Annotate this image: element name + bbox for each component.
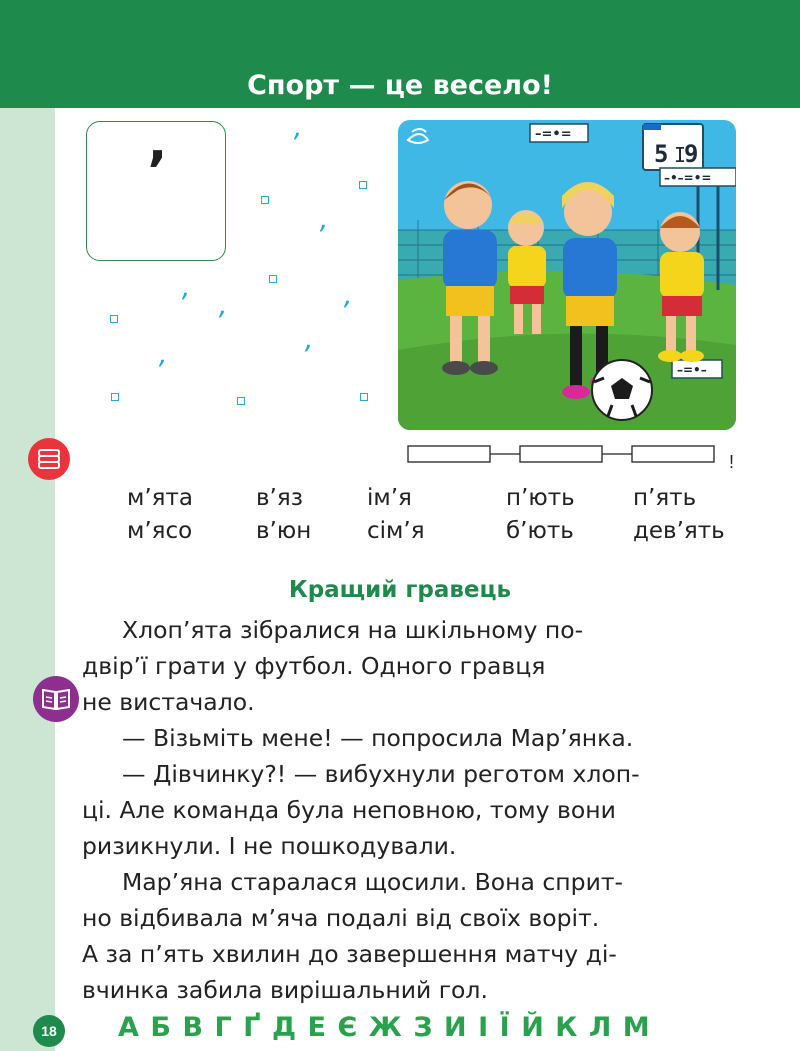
story-line: — Дівчинку?! — вибухнули реготом хлоп- xyxy=(122,760,640,788)
scatter-apostrophe: ʼ xyxy=(342,295,351,328)
word: п’ють xyxy=(506,485,575,511)
scatter-apostrophe: ʼ xyxy=(318,219,327,252)
scatter-square xyxy=(359,181,367,189)
word-blocks xyxy=(407,444,727,472)
word: п’ять xyxy=(633,485,697,511)
scoreboard-divider: I xyxy=(674,143,687,167)
sign-right: –•–=•= xyxy=(664,171,712,185)
story-line: — Візьміть мене! — попросила Мар’янка. xyxy=(122,724,634,752)
soccer-ball xyxy=(592,360,652,420)
scheme-end-mark: ! xyxy=(729,452,735,472)
apostrophe-card xyxy=(86,121,226,261)
sign-bottom: –=•– xyxy=(677,363,707,377)
football-scene xyxy=(398,120,736,430)
story-title: Кращий гравець xyxy=(288,577,512,603)
scoreboard-right: 9 xyxy=(684,140,699,168)
scatter-square xyxy=(261,196,269,204)
story-line: вчинка забила вирішальний гол. xyxy=(82,976,488,1004)
story-line: но відбивала м’яча подалі від своїх воріт. xyxy=(82,904,600,932)
word: ім’я xyxy=(367,485,412,511)
page-number: 18 xyxy=(33,1015,65,1047)
scatter-apostrophe: ʼ xyxy=(217,305,226,338)
apostrophe-symbol: ’ xyxy=(147,140,168,203)
story-line: ці. Але команда була неповною, тому вони xyxy=(82,796,616,824)
story-line: Хлоп’ята зібралися на шкільному по- xyxy=(122,616,584,644)
scoreboard-left: 5 xyxy=(654,140,669,168)
page-title: Спорт — це весело! xyxy=(247,70,553,101)
scatter-apostrophe: ʼ xyxy=(157,354,166,387)
story-line: А за п’ять хвилин до завершення матчу ді- xyxy=(82,940,617,968)
scatter-square xyxy=(269,275,277,283)
story-text xyxy=(82,612,742,1008)
word: в’юн xyxy=(256,518,312,544)
scatter-square xyxy=(360,393,368,401)
story-line: Мар’яна старалася щосили. Вона сприт- xyxy=(122,868,624,896)
scatter-square xyxy=(237,397,245,405)
book-reading-icon xyxy=(33,676,79,722)
story-line: двір’ї грати у футбол. Одного гравця xyxy=(82,652,546,680)
scatter-square xyxy=(110,315,118,323)
scatter-square xyxy=(111,393,119,401)
football-illustration xyxy=(398,120,736,430)
word-reading-icon xyxy=(28,438,70,480)
story-line: ризикнули. І не пошкодували. xyxy=(82,832,457,860)
word: сім’я xyxy=(367,518,425,544)
word: б’ють xyxy=(506,518,574,544)
story-line: не вистачало. xyxy=(82,688,255,716)
scatter-apostrophe: ʼ xyxy=(292,127,301,160)
word: в’яз xyxy=(256,485,303,511)
scatter-apostrophe: ʼ xyxy=(180,287,189,320)
word: м’ята xyxy=(127,485,193,511)
alphabet-strip: АБВГҐДЕЄЖЗИІЇЙКЛМ xyxy=(118,1012,662,1043)
word: м’ясо xyxy=(127,518,193,544)
sentence-scheme xyxy=(407,444,735,477)
scatter-apostrophe: ʼ xyxy=(303,339,312,372)
header-bar xyxy=(0,0,800,108)
word: дев’ять xyxy=(633,518,725,544)
sign-top: –=•= xyxy=(535,127,572,142)
